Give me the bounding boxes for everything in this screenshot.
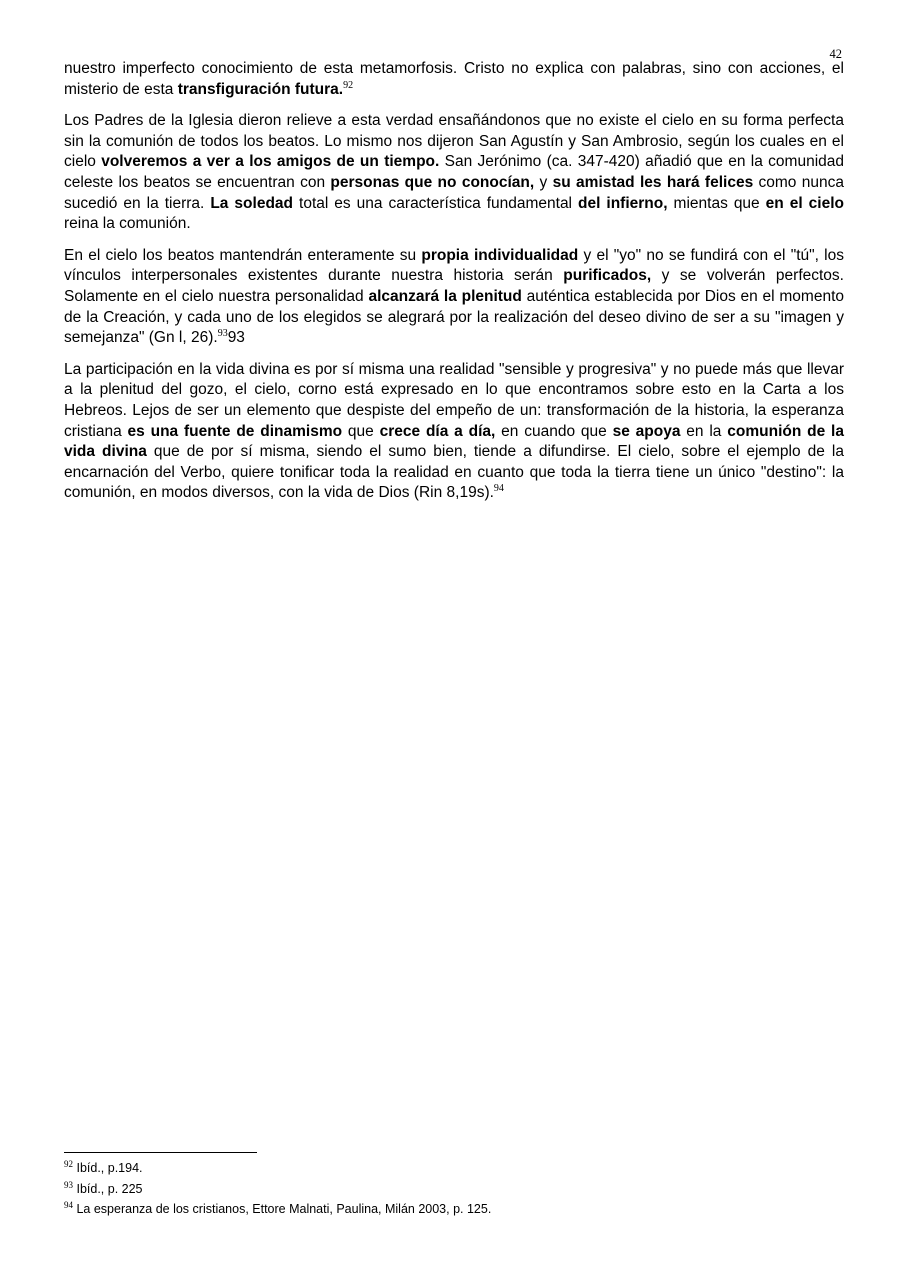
- bold-run: volveremos a ver a los amigos de un tiempo.: [101, 153, 440, 171]
- footnote: [64, 1179, 844, 1200]
- body-paragraphs: [64, 59, 844, 515]
- text-run: nuestro imperfecto conocimiento de esta metamorfosis. Cristo no explica con palabras, sino con acciones, el misterio de esta: [64, 60, 844, 98]
- text-run: Los Padres de la Iglesia dieron relieve a esta verdad ensañándonos que no existe el cielo en su forma perfecta sin la comunión de todos los beatos. Lo mismo nos dijeron San Agustín y San Ambrosio, según los cuales en el cielo: [64, 112, 844, 171]
- text-run: y el "yo" no se fundirá con el "tú", los vínculos interpersonales existentes durante nuestra historia serán: [64, 246, 844, 285]
- bold-run: comunión de la vida divina: [64, 422, 844, 461]
- text-run: auténtica establecida por Dios en el momento de la Creación, y cada uno de los elegidos se alegrará por la realización del deseo divino de ser a su "imagen y semejanza" (Gn l, 26).: [64, 287, 845, 347]
- footnote-text: Ibíd., p.194.: [73, 1161, 143, 1175]
- bold-run: es una fuente de dinamismo: [127, 422, 343, 440]
- text-run: mientas que: [667, 194, 766, 212]
- bold-run: La soledad: [210, 194, 294, 212]
- text-run: 93: [227, 329, 245, 347]
- text-run: reina la comunión.: [64, 215, 191, 233]
- text-run: En el cielo los beatos mantendrán enteramente su: [64, 246, 422, 264]
- footnote-marker: 94: [64, 1200, 73, 1210]
- text-run: y se volverán perfectos. Solamente en el cielo nuestra personalidad: [64, 267, 844, 305]
- bold-run: del infierno,: [578, 194, 668, 212]
- bold-run: personas que no conocían,: [330, 173, 535, 191]
- text-run: como nunca sucedió en la tierra.: [64, 173, 844, 212]
- paragraph: [64, 360, 844, 504]
- footnote-marker: 92: [64, 1159, 73, 1169]
- paragraph: [64, 246, 844, 349]
- bold-run: propia individualidad: [421, 246, 579, 264]
- page-number: 42: [829, 47, 842, 61]
- footnote-text: La esperanza de los cristianos, Ettore Malnati, Paulina, Milán 2003, p. 125.: [73, 1202, 492, 1216]
- bold-run: en el cielo: [765, 194, 845, 212]
- text-run: y: [534, 173, 553, 191]
- bold-run: alcanzará la plenitud: [368, 287, 522, 305]
- footnote: [64, 1158, 844, 1179]
- text-run: en cuando que: [495, 422, 613, 440]
- text-run: que: [342, 422, 380, 440]
- footnote: [64, 1199, 844, 1220]
- footnote-ref: 94: [493, 483, 504, 495]
- bold-run: transfiguración futura.: [177, 80, 344, 98]
- text-run: en la: [680, 422, 728, 440]
- footnote-marker: 93: [64, 1179, 73, 1190]
- footnotes-section: [64, 1152, 844, 1220]
- text-run: La participación en la vida divina es por sí misma una realidad "sensible y progresiva" y no puede más que llevar a la plenitud del gozo, el cielo, corno está expresado en lo que encontramos sobre esto en la Carta a los Hebreos. Lejos de ser un elemento que despiste del empeño de un: transformación de la historia, la esperanza cristiana: [64, 360, 844, 440]
- text-run: que de por sí misma, siendo el sumo bien, tiende a difundirse. El cielo, sobre el ejemplo de la encarnación del Verbo, quiere tonificar toda la realidad en cuanto que toda la tierra tiene un único "destino": la comunión, en modos diversos, con la vida de Dios (Rin 8,19s).: [64, 443, 844, 502]
- bold-run: crece día a día,: [379, 422, 496, 440]
- footnote-ref: 93: [217, 328, 228, 340]
- text-run: San Jerónimo (ca. 347-420) añadió que en la comunidad celeste los beatos se encuentran con: [64, 153, 845, 191]
- footnotes-list: [64, 1158, 844, 1220]
- paragraph: [64, 111, 844, 235]
- footnote-ref: 92: [343, 79, 354, 91]
- footnote-separator: [64, 1152, 257, 1153]
- footnote-text: Ibíd., p. 225: [73, 1181, 143, 1196]
- bold-run: purificados,: [563, 267, 652, 285]
- paragraph: [64, 59, 844, 100]
- bold-run: se apoya: [612, 422, 681, 440]
- bold-run: su amistad les hará felices: [552, 173, 754, 191]
- text-run: total es una característica fundamental: [293, 194, 579, 212]
